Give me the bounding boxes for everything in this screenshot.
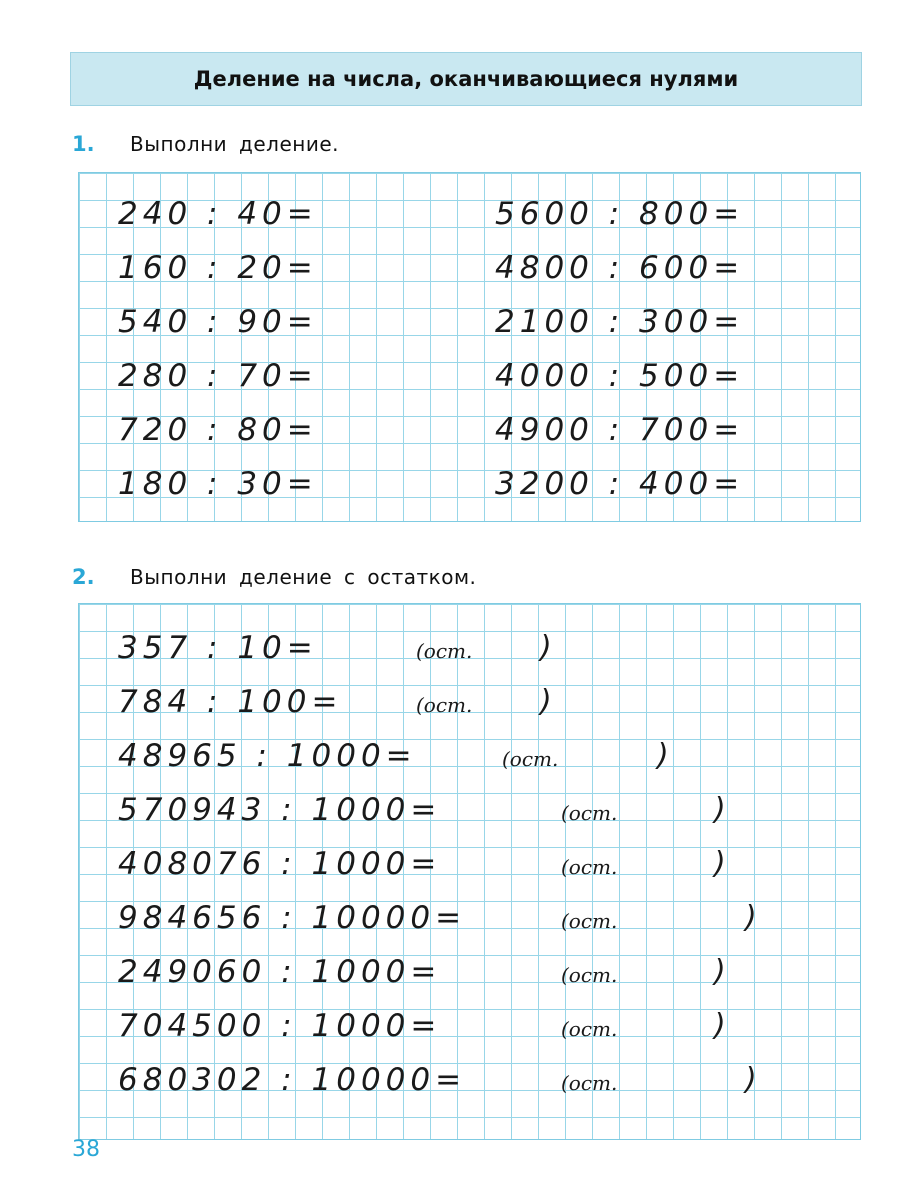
task-2-expression: 704500 : 1000=: [118, 1008, 442, 1044]
task-2-expression: 784 : 100=: [118, 684, 343, 720]
remainder-label: (ост.: [561, 855, 618, 879]
close-paren: ): [714, 792, 726, 827]
task-2-expression: 680302 : 10000=: [118, 1062, 467, 1098]
close-paren: ): [745, 900, 757, 935]
remainder-label: (ост.: [561, 963, 618, 987]
close-paren: ): [714, 954, 726, 989]
remainder-label: (ост.: [561, 1017, 618, 1041]
close-paren: ): [657, 738, 669, 773]
task-1-expression: 720 : 80=: [118, 412, 318, 448]
task-2-expression: 249060 : 1000=: [118, 954, 442, 990]
remainder-label: (ост.: [561, 1071, 618, 1095]
task-2-instruction: Выполни деление с остатком.: [130, 565, 477, 589]
remainder-label: (ост.: [561, 801, 618, 825]
task-2-expression: 570943 : 1000=: [118, 792, 442, 828]
task-2-expression: 408076 : 1000=: [118, 846, 442, 882]
task-2-expression: 984656 : 10000=: [118, 900, 467, 936]
task-1-expression: 4000 : 500=: [495, 358, 745, 394]
task-1-expression: 280 : 70=: [118, 358, 318, 394]
task-1-number: 1.: [72, 132, 95, 156]
task-2-expression: 48965 : 1000=: [118, 738, 417, 774]
task-1-expression: 3200 : 400=: [495, 466, 745, 502]
remainder-label: (ост.: [502, 747, 559, 771]
title-banner: [70, 52, 862, 106]
task-1-instruction: Выполни деление.: [130, 132, 339, 156]
close-paren: ): [745, 1062, 757, 1097]
page-title: Деление на числа, оканчивающиеся нулями: [193, 67, 739, 91]
task-2-expression: 357 : 10=: [118, 630, 318, 666]
remainder-label: (ост.: [416, 639, 473, 663]
task-1-expression: 2100 : 300=: [495, 304, 745, 340]
task-1-expression: 160 : 20=: [118, 250, 318, 286]
remainder-label: (ост.: [561, 909, 618, 933]
task-1-expression: 4900 : 700=: [495, 412, 745, 448]
close-paren: ): [714, 1008, 726, 1043]
close-paren: ): [540, 684, 552, 719]
close-paren: ): [540, 630, 552, 665]
task-1-expression: 5600 : 800=: [495, 196, 745, 232]
task-1-expression: 240 : 40=: [118, 196, 318, 232]
close-paren: ): [714, 846, 726, 881]
task-2-number: 2.: [72, 565, 95, 589]
task-1-expression: 180 : 30=: [118, 466, 318, 502]
page-number: 38: [72, 1137, 100, 1162]
remainder-label: (ост.: [416, 693, 473, 717]
task-1-expression: 540 : 90=: [118, 304, 318, 340]
task-1-expression: 4800 : 600=: [495, 250, 745, 286]
